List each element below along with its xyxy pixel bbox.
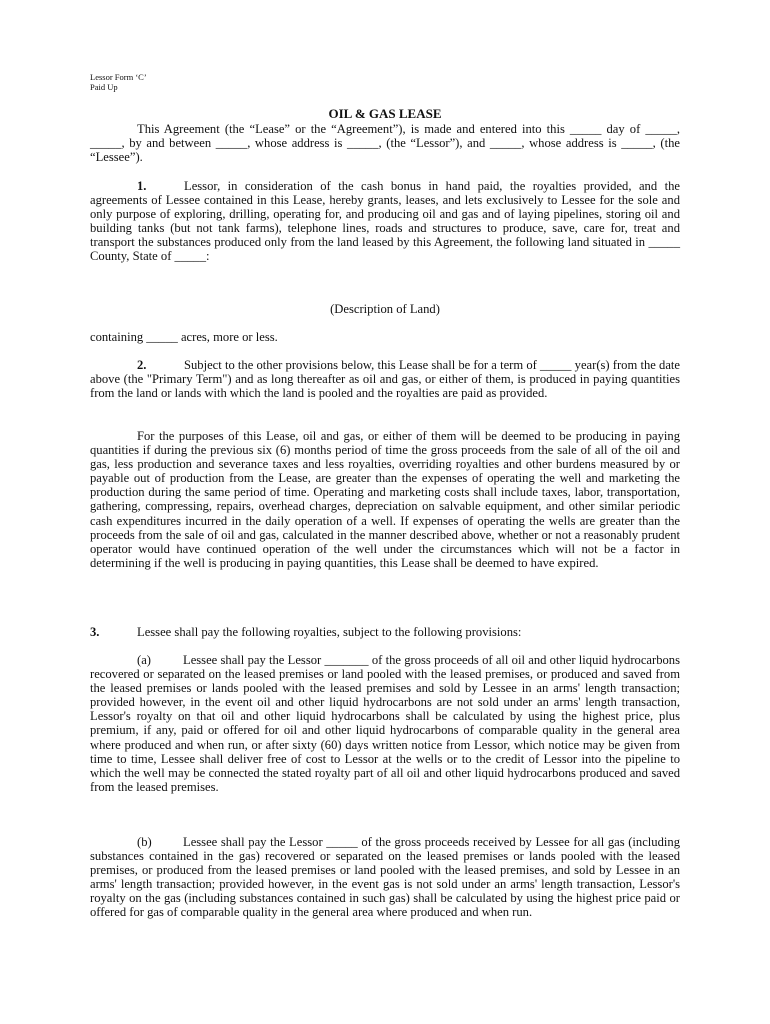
section-2-paragraph-2: For the purposes of this Lease, oil and gas, or either of them will be deemed to be producing in paying quantities if during the previous six (6) months period of time the gross proceeds from the sale of all of the oil and gas, less production and severance taxes and less royalties, overriding royalties and other burdens measured by or payable out of production from the Lease, are greater than the expenses of operating the well and marketing the production during the same period of time. Operating and marketing costs shall include taxes, labor, transportation, gathering, compressing, repairs, overhead charges, depreciation on salvable equipment, and other similar periodic cash expenditures incurred in the daily operation of a well. If expenses of operating the wells are greater than the proceeds from the sale of oil and gas, calculated in the manner described above, whether or not a reasonably prudent operator would have continued operation of the well under the circumstances which will not be a factor in determining if the well is producing in paying quantities, this Lease shall be deemed to have expired. [90,429,680,570]
section-3b-label: (b) [137,835,152,849]
section-3a-text: Lessee shall pay the Lessor _______ of the gross proceeds of all oil and other liquid hydrocarbons recovered or separated on the leased premises or land pooled with the leased premises, or produced and saved from the leased premises or lands pooled with the leased premises and sold by Lessee in an arms' length transaction; provided however, in the event oil and other liquid hydrocarbons are not sold under an arms' length transaction, Lessor's royalty on that oil and other liquid hydrocarbons shall be calculated by using the highest price, plus premium, if any, paid or offered for oil and other liquid hydrocarbons of comparable quality in the general area where produced and when run, or after sixty (60) days written notice from Lessor, which notice may be given from time to time, Lessee shall deliver free of cost to Lessor at the wells or to the credit of Lessor into the pipeline to which the well may be connected the stated royalty part of all oil and other liquid hydrocarbons produced and saved from the leased premises. [90,653,680,794]
land-description: (Description of Land) [330,302,440,316]
form-subtitle: Paid Up [90,82,118,92]
intro-paragraph: This Agreement (the “Lease” or the “Agreement”), is made and entered into this _____ day of _____, _____, by and between _____, whose address is _____, (the “Lessor”), and _____, whose address is _____, (the “Lessee”). [90,122,680,165]
section-3-paragraph [90,625,680,639]
section-3a-label: (a) [137,653,151,667]
section-3a-paragraph [90,653,680,794]
section-2-number: 2. [137,358,147,372]
form-label: Lessor Form ‘C’ [90,72,147,82]
containing-acres: containing _____ acres, more or less. [90,330,278,344]
section-3-number: 3. [90,625,100,639]
section-1-number: 1. [137,179,147,193]
section-3-text: Lessee shall pay the following royalties, subject to the following provisions: [137,625,522,639]
section-1-text: Lessor, in consideration of the cash bonus in hand paid, the royalties provided, and the agreements of Lessee contained in this Lease, hereby grants, leases, and lets exclusively to Lessee for the sole and only purpose of exploring, drilling, operating for, and producing oil and gas and of laying pipelines, storing oil and building tanks (but not tank farms), telephone lines, roads and structures to produce, save, care for, treat and transport the substances produced only from the land leased by this Agreement, the following land situated in _____ County, State of _____: [90,179,680,264]
section-2-text: Subject to the other provisions below, this Lease shall be for a term of _____ year(s) from the date above (the "Primary Term") and as long thereafter as oil and gas, or either of them, is produced in paying quantities from the land or lands with which the land is pooled and the royalties are paid as provided. [90,358,680,401]
section-3b-text: Lessee shall pay the Lessor _____ of the gross proceeds received by Lessee for all gas (including substances contained in the gas) recovered or separated on the leased premises or lands pooled with the leased premises, or produced from the leased premises or land pooled with the leased premises, and sold by Lessee in an arms' length transaction; provided however, in the event gas is not sold under an arms' length transaction, Lessor's royalty on the gas (including substances contained in such gas) shall be calculated by using the highest price paid or offered for gas of comparable quality in the general area where produced and when run. [90,835,680,920]
section-2-paragraph [90,358,680,400]
section-3b-paragraph [90,835,680,920]
section-1-paragraph [90,179,680,264]
document-title: OIL & GAS LEASE [328,106,442,121]
form-identifier [90,72,147,92]
